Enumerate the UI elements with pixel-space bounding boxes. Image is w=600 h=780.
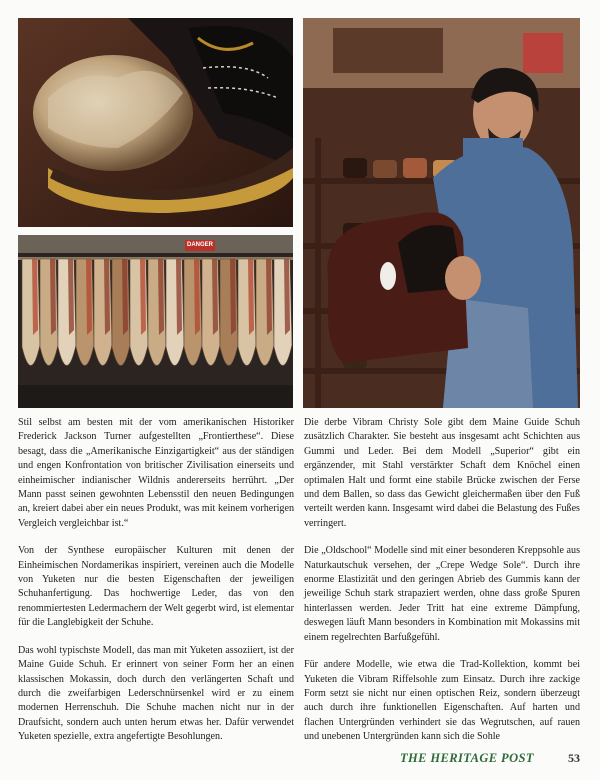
hide-dye-stripe: [266, 259, 272, 335]
danger-sign: [185, 240, 215, 251]
hide-dye-stripe: [104, 259, 110, 335]
hide-dye-stripe: [230, 259, 236, 335]
article-paragraph: Die derbe Vibram Christy Sole gibt dem Maine Guide Schuh zusätzlich Charakter. Sie besteht aus insgesamt acht Schichten aus Gummi und Leder. Bei dem Modell „Superior“ gibt ein ergänzender, mit Stahl verstärkter Schaft dem Knöchel einen optimalen Halt und formt eine stabile Brücke zwischen der Ferse und dem Ballen, so dass das Gewicht gleichermaßen über den Fuß verteilt werden kann. Insgesamt wird dabei die Belastung des Fußes verringert.: [304, 417, 580, 529]
hide-dye-stripe: [158, 259, 164, 335]
hide-dye-stripe: [122, 259, 128, 335]
article-paragraph: Stil selbst am besten mit der vom amerikanischen Historiker Frederick Jackson Turner aufgestellten „Frontierthese“. Diese besagt, dass die „Amerikanische Einzigartigkeit“ aus der ständigen und engen Konfrontation von britischer Zivilisation einerseits und einheimischer indianischer Wildnis andererseits herrührt. „Der Mann passt seinen gewohnten Lebensstil den neuen Bedingungen an, kreiert dabei aber ein neues Produkt, was mit keinem vorherigen Vergleich vergleichbar ist.“: [18, 417, 294, 529]
article-paragraph: Von der Synthese europäischer Kulturen mit denen der Einheimischen Nordamerikas inspiriert, vereinen auch die Modelle von Yuketen nur die besten Eigenschaften der jeweiligen Schuhanfertigung. Das hochwertige Leder, das von den renommiertesten Ledermachern der Welt gegerbt wird, ist elementar für die Langlebigkeit der Schuhe.: [18, 545, 294, 629]
hide-dye-stripe: [68, 259, 74, 335]
hide-dye-stripe: [194, 259, 200, 335]
leather-hides-photo: [18, 235, 293, 408]
hide-dye-stripe: [32, 259, 38, 335]
magazine-title: THE HERITAGE POST: [400, 751, 534, 765]
hide-dye-stripe: [248, 259, 254, 335]
page-number: 53: [568, 751, 580, 765]
moccasin-photo: [18, 18, 293, 227]
page-footer: [304, 751, 580, 771]
article-paragraph: Für andere Modelle, wie etwa die Trad-Kollektion, kommt bei Yuketen die Vibram Riffelsohle zum Einsatz. Durch ihre zackige Form setzt sie nicht nur einen optischen Reiz, sondern überzeugt auch durch ihre funktionellen Eigenschaften. Auf harten und flachen Untergründen verhindert sie das Wegrutschen, auf rauen und unebenen Untergründen kann sich die Sohle: [304, 659, 580, 743]
article-left-column: [18, 416, 294, 758]
article-paragraph: Das wohl typischste Modell, das man mit Yuketen assoziiert, ist der Maine Guide Schuh. Er erinnert von seiner Form her an einen klassischen Mokassin, doch durch den verlängerten Schaft und durch die zweifarbigen Lederschnürsenkel wird er zu einem modernen Herrenschuh. Die Schuhe machen nicht nur in der Draufsicht, sondern auch unten herum etwas her. Dafür verwendet Yuketen spezielle, extra angefertigte Besohlungen.: [18, 644, 294, 743]
hide-dye-stripe: [284, 259, 290, 335]
danger-sign-label: DANGER: [186, 242, 213, 248]
hides-illustration: [18, 235, 293, 408]
article-paragraph: Die „Oldschool“ Modelle sind mit einer besonderen Kreppsohle aus Naturkautschuk versehen, der „Crepe Wedge Sole“. Durch ihre enorme Elastizität und den geringen Abrieb des Gummis kann der jeweilige Schuh stark strapaziert werden, ohne dass große Spuren hinterlassen werden. Jeder Tritt hat eine extreme Dämpfung, deswegen läuft Mann besonders in Kombination mit Mokassins mit einem regelrechten Barfußgefühl.: [304, 545, 580, 643]
craftsman-illustration: [303, 18, 580, 408]
hide-dye-stripe: [176, 259, 182, 335]
hide-dye-stripe: [86, 259, 92, 335]
article-right-column: [304, 416, 580, 758]
hide-dye-stripe: [140, 259, 146, 335]
craftsman-photo: [303, 18, 580, 408]
moccasin-illustration: [18, 18, 293, 227]
hide-dye-stripe: [50, 259, 56, 335]
hide-dye-stripe: [212, 259, 218, 335]
